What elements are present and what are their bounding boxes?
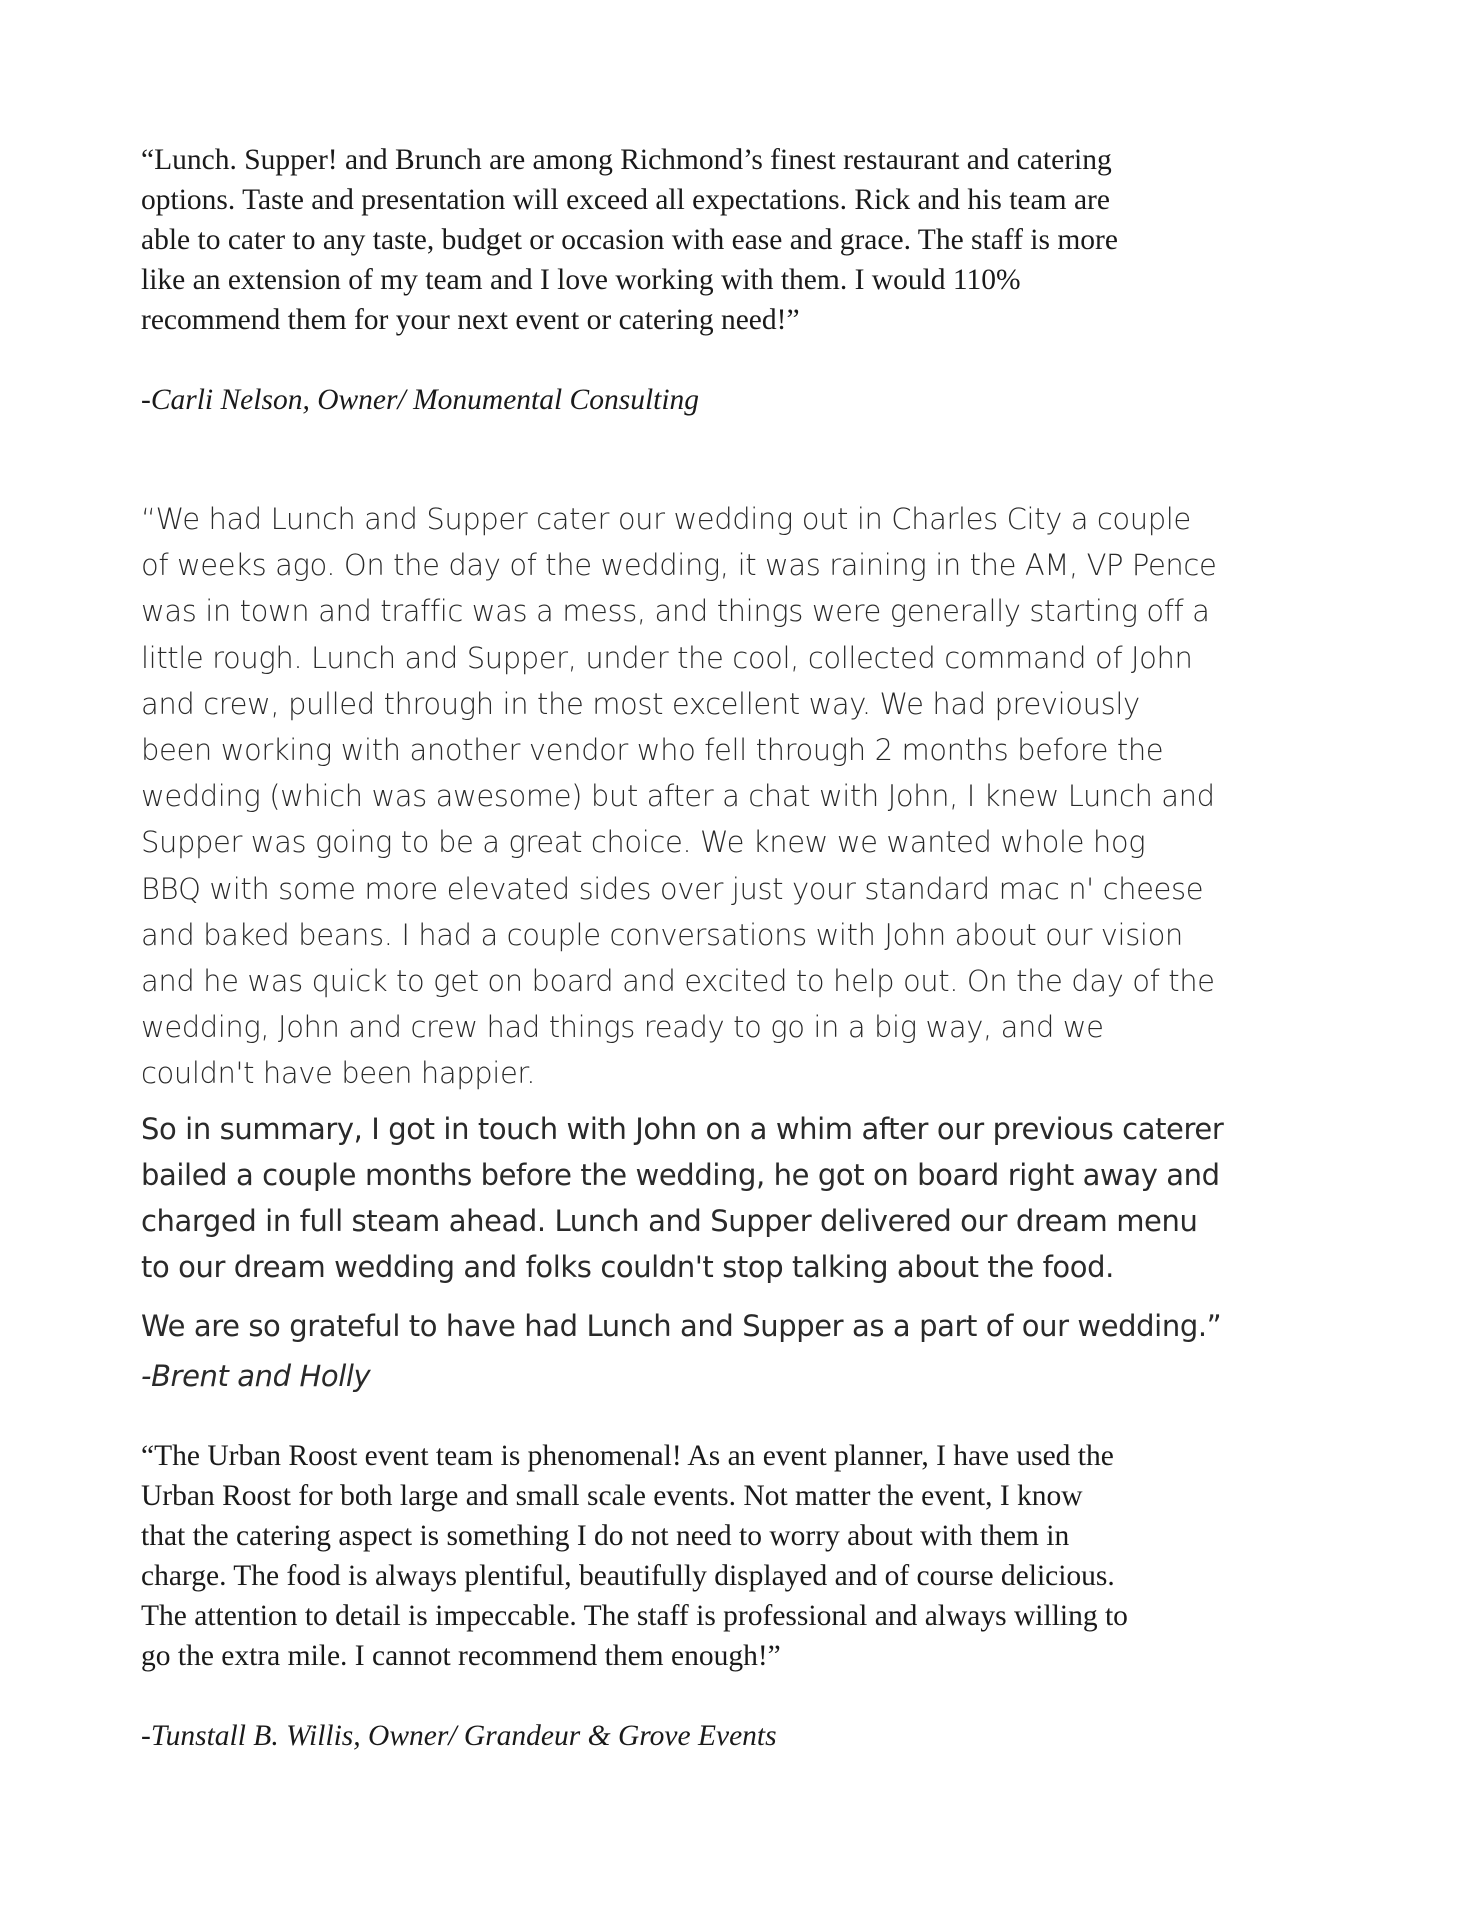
paragraph-line: and crew, pulled through in the most excellent way. We had previously — [141, 686, 1140, 721]
testimonial-3-quote — [141, 1436, 1351, 1676]
quote-line: able to cater to any taste, budget or occasion with ease and grace. The staff is more — [141, 224, 1118, 256]
quote-line: that the catering aspect is something I do not need to worry about with them in — [141, 1520, 1070, 1552]
paragraph-line: of weeks ago. On the day of the wedding, it was raining in the AM, VP Pence — [141, 548, 1217, 583]
paragraph-line: BBQ with some more elevated sides over just your standard mac n' cheese — [141, 871, 1204, 906]
paragraph-line: Supper was going to be a great choice. We knew we wanted whole hog — [141, 825, 1146, 860]
paragraph-line: bailed a couple months before the wedding, he got on board right away and — [141, 1158, 1220, 1192]
quote-line: like an extension of my team and I love working with them. I would 110% — [141, 264, 1021, 296]
paragraph-line: been working with another vendor who fell through 2 months before the — [141, 733, 1164, 768]
testimonial-1-attribution: -Carli Nelson, Owner/ Monumental Consulting — [141, 384, 700, 416]
paragraph-line: “We had Lunch and Supper cater our wedding out in Charles City a couple — [141, 502, 1191, 536]
quote-line: recommend them for your next event or catering need!” — [141, 304, 800, 336]
paragraph-line: little rough. Lunch and Supper, under the cool, collected command of John — [141, 640, 1193, 675]
paragraph-line: wedding, John and crew had things ready to go in a big way, and we — [141, 1010, 1104, 1045]
testimonial-1-quote — [141, 140, 1351, 340]
quote-line: options. Taste and presentation will exceed all expectations. Rick and his team are — [141, 184, 1110, 216]
testimonial-2-paragraph-1 — [141, 496, 1351, 1097]
quote-line: The attention to detail is impeccable. The staff is professional and always willing to — [141, 1600, 1128, 1632]
quote-line: Urban Roost for both large and small scale events. Not matter the event, I know — [141, 1480, 1083, 1512]
testimonial-2-paragraph-2 — [141, 1106, 1351, 1290]
testimonial-2-attribution: -Brent and Holly — [141, 1359, 371, 1393]
paragraph-line: couldn't have been happier. — [141, 1056, 536, 1091]
paragraph-line: to our dream wedding and folks couldn't stop talking about the food. — [141, 1250, 1114, 1284]
paragraph-line: and he was quick to get on board and excited to help out. On the day of the — [141, 964, 1215, 999]
paragraph-line: wedding (which was awesome) but after a chat with John, I knew Lunch and — [141, 779, 1215, 814]
testimonial-2-paragraph-3 — [141, 1303, 1351, 1349]
quote-line: charge. The food is always plentiful, beautifully displayed and of course delicious. — [141, 1560, 1115, 1592]
paragraph-line: So in summary, I got in touch with John on a whim after our previous caterer — [141, 1112, 1224, 1146]
paragraph-line: We are so grateful to have had Lunch and Supper as a part of our wedding.” — [141, 1309, 1222, 1343]
quote-line: “The Urban Roost event team is phenomenal! As an event planner, I have used the — [141, 1440, 1114, 1472]
paragraph-line: was in town and traffic was a mess, and things were generally starting off a — [141, 594, 1210, 629]
quote-line: “Lunch. Supper! and Brunch are among Richmond’s finest restaurant and catering — [141, 144, 1112, 176]
quote-line: go the extra mile. I cannot recommend them enough!” — [141, 1640, 781, 1672]
paragraph-line: and baked beans. I had a couple conversations with John about our vision — [141, 917, 1183, 952]
testimonial-3-attribution: -Tunstall B. Willis, Owner/ Grandeur & Grove Events — [141, 1720, 777, 1752]
paragraph-line: charged in full steam ahead. Lunch and Supper delivered our dream menu — [141, 1204, 1198, 1238]
